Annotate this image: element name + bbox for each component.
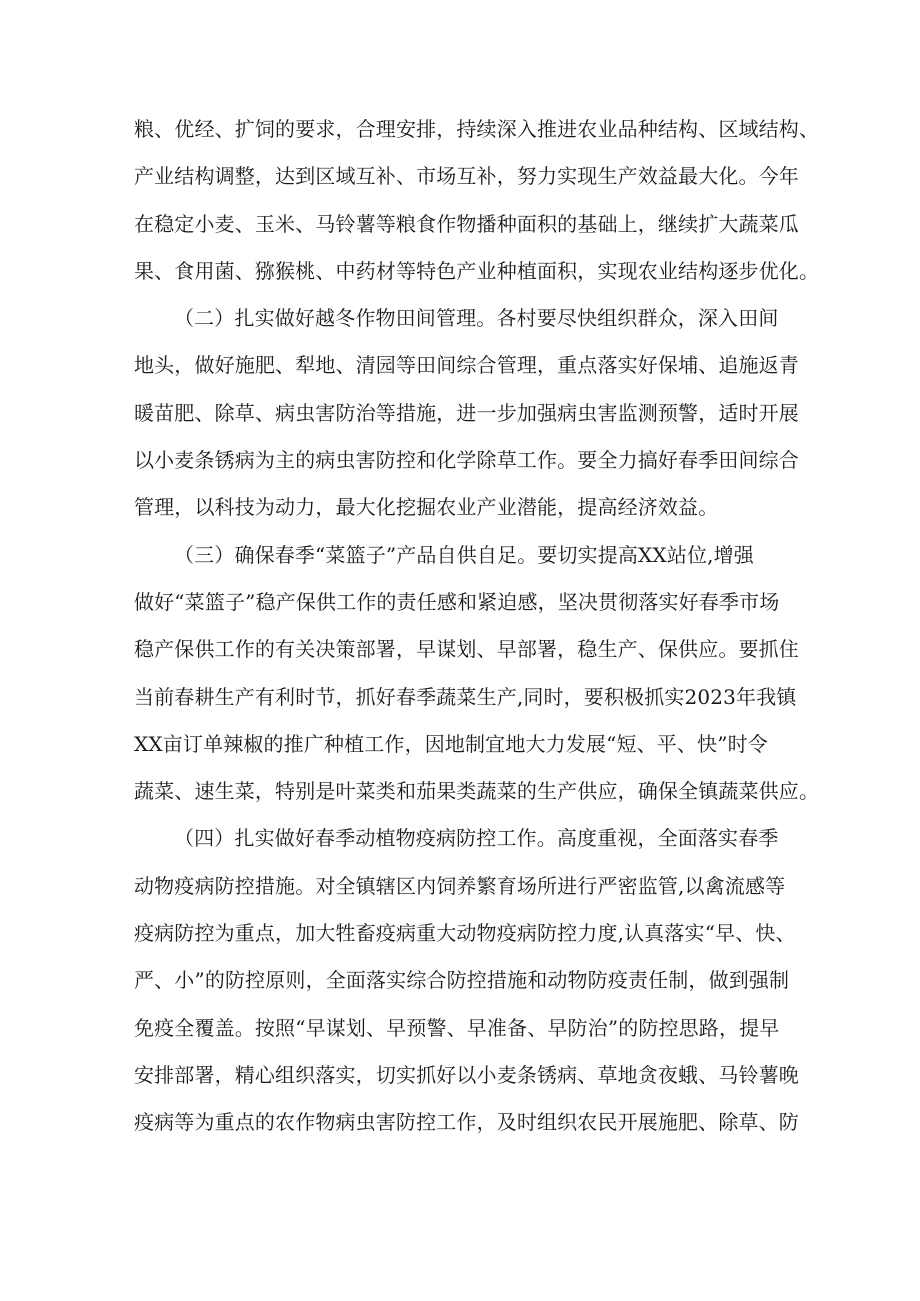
text-line: 疫病防控为重点，加大牲畜疫病重大动物疫病防控力度,认真落实“早、快、 <box>134 921 796 946</box>
text-line: 蔬菜、速生菜，特别是叶菜类和茄果类蔬菜的生产供应，确保全镇蔬菜供应。 <box>134 779 820 804</box>
text-line: 以小麦条锈病为主的病虫害防控和化学除草工作。要全力搞好春季田间综合 <box>134 448 799 473</box>
text-line: 安排部署，精心组织落实，切实抓好以小麦条锈病、草地贪夜蛾、马铃薯晚 <box>134 1062 799 1087</box>
text-line: 在稳定小麦、玉米、马铃薯等粮食作物播种面积的基础上，继续扩大蔬菜瓜 <box>134 211 799 236</box>
text-line: 暖苗肥、除草、病虫害防治等措施，进一步加强病虫害监测预警，适时开展 <box>134 400 799 425</box>
text-line: 管理，以科技为动力，最大化挖掘农业产业潜能，提高经济效益。 <box>134 495 719 520</box>
text-line: 疫病等为重点的农作物病虫害防控工作，及时组织农民开展施肥、除草、防 <box>134 1110 799 1135</box>
section-heading-line: （二）扎实做好越冬作物田间管理。各村要尽快组织群众，深入田间 <box>174 306 779 331</box>
section-heading-line: （三）确保春季“菜篮子”产品自供自足。要切实提高XX站位,增强 <box>174 542 754 567</box>
text-line: 果、食用菌、猕猴桃、中药材等特色产业种植面积，实现农业结构逐步优化。 <box>134 258 820 283</box>
text-line: 严、小”的防控原则，全面落实综合防控措施和动物防疫责任制，做到强制 <box>134 968 790 993</box>
text-line: XX亩订单辣椒的推广种植工作，因地制宜地大力发展“短、平、快”时令 <box>134 731 768 756</box>
text-line: 粮、优经、扩饲的要求，合理安排，持续深入推进农业品种结构、区域结构、 <box>134 117 820 141</box>
body-text <box>134 106 820 1147</box>
text-line: 做好“菜篮子”稳产保供工作的责任感和紧迫感，坚决贯彻落实好春季市场 <box>134 589 780 614</box>
text-line: 当前春耕生产有利时节，抓好春季蔬菜生产,同时，要积极抓实2023年我镇 <box>134 684 797 709</box>
text-line: 动物疫病防控措施。对全镇辖区内饲养繁育场所进行严密监管,以禽流感等 <box>134 873 786 898</box>
text-line: 稳产保供工作的有关决策部署，早谋划、早部署，稳生产、保供应。要抓住 <box>134 637 799 662</box>
text-line: 产业结构调整，达到区域互补、市场互补，努力实现生产效益最大化。今年 <box>134 164 799 189</box>
text-line: 地头，做好施肥、犁地、清园等田间综合管理，重点落实好保埔、追施返青 <box>134 353 799 378</box>
section-heading-line: （四）扎实做好春季动植物疫病防控工作。高度重视，全面落实春季 <box>174 826 779 851</box>
text-line: 免疫全覆盖。按照“早谋划、早预警、早准备、早防治”的防控思路，提早 <box>134 1015 780 1040</box>
